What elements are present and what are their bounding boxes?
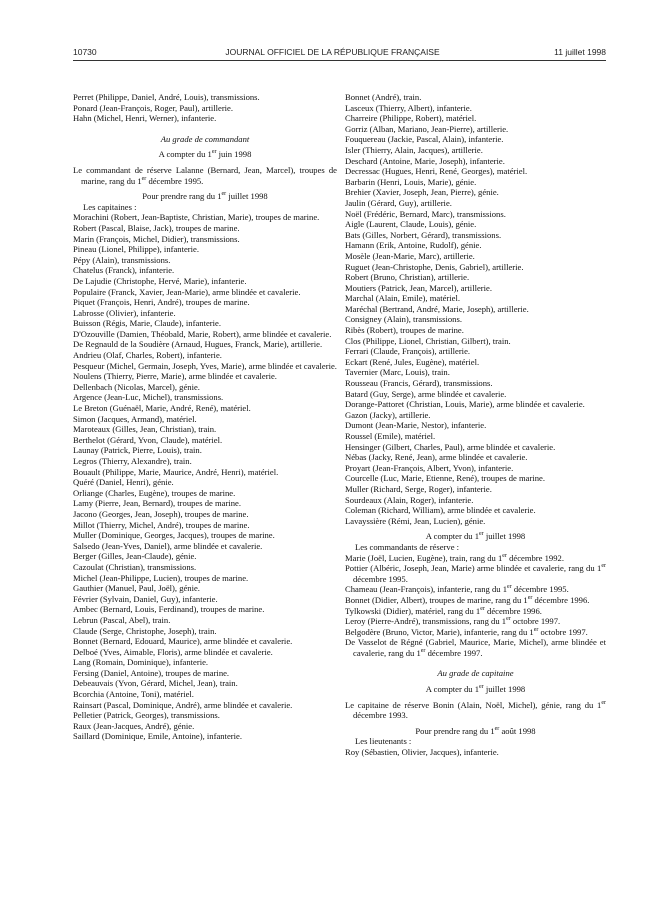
captains-list [73, 212, 337, 742]
list-entry: Le Breton (Guénaël, Marie, André, René), matériel. [73, 403, 251, 414]
list-entry: Argence (Jean-Luc, Michel), transmissions. [73, 392, 224, 403]
date-line: A compter du 1er juin 1998 [158, 149, 252, 160]
list-label: Les capitaines : [83, 201, 137, 212]
list-entry: Quéré (Daniel, Henri), génie. [73, 477, 174, 488]
list-entry: Brehier (Xavier, Joseph, Jean, Pierre), génie. [345, 187, 499, 198]
date-line: A compter du 1er juillet 1998 [425, 684, 526, 695]
issue-date: 11 juillet 1998 [554, 47, 606, 57]
list-entry: Ferrari (Claude, François), artillerie. [345, 346, 471, 357]
list-entry: Roy (Sébastien, Olivier, Jacques), infanterie. [345, 747, 499, 758]
section-heading-commandant: Au grade de commandant [160, 133, 250, 144]
list-entry: Aigle (Laurent, Claude, Louis), génie. [345, 219, 477, 230]
list-entry: Courcelle (Luc, Marie, Etienne, René), troupes de marine. [345, 473, 545, 484]
list-entry: Morachini (Robert, Jean-Baptiste, Christian, Marie), troupes de marine. [73, 212, 320, 223]
list-entry: Bonnet (André), train. [345, 92, 422, 102]
list-entry: Tylkowski (Didier), matériel, rang du 1er décembre 1996. [345, 605, 542, 616]
list-entry: Fouquereau (Jackie, Pascal, Alain), infanterie. [345, 134, 504, 145]
list-entry: Jaulin (Gérard, Guy), artillerie. [345, 197, 452, 208]
list-entry: Michel (Jean-Philippe, Lucien), troupes de marine. [73, 572, 249, 583]
list-entry: Roussel (Emile), matériel. [345, 431, 436, 441]
date-line: Pour prendre rang du 1er août 1998 [415, 725, 536, 736]
list-entry: Delboé (Yves, Aimable, Floris), arme blindée et cavalerie. [73, 646, 273, 657]
list-entry: Ruguet (Jean-Christophe, Denis, Gabriel), artillerie. [345, 261, 524, 272]
list-entry: Nébas (Jacky, René, Jean), arme blindée et cavalerie. [345, 452, 528, 463]
list-entry: Hahn (Michel, Henri, Werner), infanterie. [73, 113, 217, 124]
reserve-entry: Le commandant de réserve Lalanne (Bernard, Jean, Marcel), troupes de marine, rang du 1er décembre 1995. [73, 164, 337, 186]
list-entry: Rainsart (Pascal, Dominique, André), arme blindée et cavalerie. [73, 699, 293, 710]
list-entry: Ribès (Robert), troupes de marine. [345, 325, 464, 336]
lieutenants-list [345, 747, 606, 758]
list-entry: Mosèle (Jean-Marie, Marc), artillerie. [345, 250, 475, 261]
list-entry: Pépy (Alain), transmissions. [73, 254, 171, 265]
list-entry: Labrosse (Olivier), infanterie. [73, 307, 176, 318]
list-entry: Bouault (Philippe, Marie, Maurice, André, Henri), matériel. [73, 466, 279, 477]
list-entry: Jacono (Georges, Jean, Joseph), troupes de marine. [73, 508, 249, 519]
list-entry: Hensinger (Gilbert, Charles, Paul), arme blindée et cavalerie. [345, 441, 556, 452]
list-entry: Legros (Thierry, Alexandre), train. [73, 456, 192, 466]
date-line: Pour prendre rang du 1er juillet 1998 [142, 191, 268, 202]
list-entry: Lamy (Pierre, Jean, Bernard), troupes de marine. [73, 498, 241, 509]
list-entry: Chameau (Jean-François), infanterie, rang du 1er décembre 1995. [345, 584, 569, 595]
list-label: Les lieutenants : [355, 736, 412, 747]
list-entry: Andrieu (Olaf, Charles, Robert), infanterie. [73, 350, 222, 361]
list-entry: Rousseau (Francis, Gérard), transmissions. [345, 378, 493, 389]
list-entry: Buisson (Régis, Marie, Claude), infanterie. [73, 318, 221, 329]
list-entry: Perret (Philippe, Daniel, André, Louis), transmissions. [73, 92, 260, 102]
list-entry: Millot (Thierry, Michel, André), troupes de marine. [73, 519, 250, 530]
list-entry: Proyart (Jean-François, Albert, Yvon), infanterie. [345, 462, 514, 473]
list-entry: Tavernier (Marc, Louis), train. [345, 367, 450, 378]
page-number: 10730 [73, 47, 97, 57]
list-entry: Marin (François, Michel, Didier), transmissions. [73, 233, 240, 244]
left-top-list [73, 92, 337, 124]
list-entry: Lang (Romain, Dominique), infanterie. [73, 657, 209, 668]
list-entry: Hamann (Erik, Antoine, Rudolf), génie. [345, 240, 482, 251]
list-entry: Pelletier (Patrick, Georges), transmissions. [73, 710, 220, 721]
list-entry: Isler (Thierry, Alain, Jacques), artillerie. [345, 144, 483, 155]
list-entry: Barbarin (Henri, Louis, Marie), génie. [345, 176, 477, 187]
list-entry: Ponard (Jean-François, Roger, Paul), artillerie. [73, 102, 234, 113]
list-entry: Salsedo (Jean-Yves, Daniel), arme blindée et cavalerie. [73, 540, 263, 551]
list-entry: Lavayssière (Rémi, Jean, Lucien), génie. [345, 515, 486, 526]
list-entry: Pineau (Lionel, Philippe), infanterie. [73, 244, 200, 255]
list-entry: Orliange (Charles, Eugène), troupes de marine. [73, 487, 236, 498]
list-label: Les commandants de réserve : [355, 541, 460, 552]
list-entry: Claude (Serge, Christophe, Joseph), train. [73, 625, 217, 636]
list-entry: Dorange-Pattoret (Christian, Louis, Marie), arme blindée et cavalerie. [345, 399, 585, 410]
list-entry: Gazon (Jacky), artillerie. [345, 409, 431, 420]
list-entry: Ambec (Bernard, Louis, Ferdinand), troupes de marine. [73, 604, 265, 615]
list-entry: Piquet (François, Henri, André), troupes de marine. [73, 297, 250, 308]
list-entry: Bonnet (Bernard, Edouard, Maurice), arme blindée et cavalerie. [73, 636, 293, 647]
list-entry: Lasceux (Thierry, Albert), infanterie. [345, 102, 472, 113]
list-entry: Gauthier (Manuel, Paul, Joël), génie. [73, 583, 200, 594]
date-line: A compter du 1er juillet 1998 [425, 531, 526, 542]
list-entry: Berger (Gilles, Jean-Claude), génie. [73, 551, 197, 562]
list-entry: Populaire (Franck, Xavier, Jean-Marie), arme blindée et cavalerie. [73, 286, 301, 297]
list-entry: Clos (Philippe, Lionel, Christian, Gilbert), train. [345, 335, 511, 346]
list-entry: Belgodère (Bruno, Victor, Marie), infanterie, rang du 1er octobre 1997. [345, 626, 588, 637]
list-entry: Coleman (Richard, William), arme blindée et cavalerie. [345, 505, 536, 516]
list-entry: Marie (Joël, Lucien, Eugène), train, rang du 1er décembre 1992. [345, 552, 564, 563]
list-entry: Pesqueur (Michel, Germain, Joseph, Yves, Marie), arme blindée et cavalerie. [73, 360, 337, 371]
list-entry: De Vasselot de Régné (Gabriel, Maurice, Marie, Michel), arme blindée et cavalerie, rang du 1er décembre 1997. [345, 637, 606, 658]
list-entry: Deschard (Antoine, Marie, Joseph), infanterie. [345, 155, 505, 166]
list-entry: Robert (Bruno, Christian), artillerie. [345, 272, 470, 283]
list-entry: Dumont (Jean-Marie, Nestor), infanterie. [345, 420, 487, 431]
list-entry: Charreire (Philippe, Robert), matériel. [345, 113, 477, 124]
list-entry: Berthelot (Gérard, Yvon, Claude), matériel. [73, 434, 223, 445]
capitaine-entry: Le capitaine de réserve Bonin (Alain, Noël, Michel), génie, rang du 1er décembre 1993. [345, 699, 606, 721]
list-entry: Sourdeaux (Alain, Roger), infanterie. [345, 494, 474, 505]
list-entry: Marchal (Alain, Emile), matériel. [345, 293, 461, 304]
list-entry: Fersing (Daniel, Antoine), troupes de marine. [73, 667, 230, 678]
list-entry: Moutiers (Patrick, Jean, Marcel), artillerie. [345, 282, 492, 293]
journal-title: JOURNAL OFFICIEL DE LA RÉPUBLIQUE FRANÇAISE [225, 47, 440, 57]
list-entry: Raux (Jean-Jacques, André), génie. [73, 720, 195, 731]
list-entry: De Lajudie (Christophe, Hervé, Marie), infanterie. [73, 275, 247, 286]
list-entry: Muller (Richard, Serge, Roger), infanterie. [345, 483, 492, 494]
list-entry: Noulens (Thierry, Pierre, Marie), arme blindée et cavalerie. [73, 371, 277, 382]
list-entry: Muller (Dominique, Georges, Jacques), troupes de marine. [73, 530, 275, 541]
list-entry: Decressac (Hugues, Henri, René, Georges), matériel. [345, 166, 528, 177]
list-entry: Bcorchia (Antoine, Toni), matériel. [73, 689, 194, 700]
list-entry: Gorriz (Alban, Mariano, Jean-Pierre), artillerie. [345, 123, 509, 134]
list-entry: Noël (Frédéric, Bernard, Marc), transmissions. [345, 208, 506, 219]
left-column [73, 92, 337, 742]
list-entry: Robert (Pascal, Blaise, Jack), troupes de marine. [73, 222, 240, 233]
list-entry: D'Ozouville (Damien, Théobald, Marie, Robert), arme blindée et cavalerie. [73, 328, 332, 339]
list-entry: Pottier (Albéric, Joseph, Jean, Marie) arme blindée et cavalerie, rang du 1er décembre 1995. [345, 563, 606, 584]
list-entry: Lebrun (Pascal, Abel), train. [73, 614, 171, 625]
list-entry: Février (Sylvain, Daniel, Guy), infanterie. [73, 593, 218, 604]
list-entry: Simon (Jacques, Armand), matériel. [73, 413, 197, 424]
list-entry: Maroteaux (Gilles, Jean, Christian), train. [73, 424, 217, 435]
list-entry: Chatelus (Franck), infanterie. [73, 265, 175, 276]
list-entry: Cazoulat (Christian), transmissions. [73, 561, 197, 572]
list-entry: De Regnauld de la Soudière (Arnaud, Hugues, Franck, Marie), artillerie. [73, 339, 323, 350]
list-entry: Saillard (Dominique, Emile, Antoine), infanterie. [73, 731, 242, 742]
reserve-commandants-list [345, 553, 606, 659]
right-top-list [345, 92, 606, 526]
right-column [345, 92, 606, 758]
header-rule [73, 60, 606, 61]
list-entry: Launay (Patrick, Pierre, Louis), train. [73, 445, 202, 456]
list-entry: Consigney (Alain), transmissions. [345, 314, 462, 325]
list-entry: Dellenbach (Nicolas, Marcel), génie. [73, 381, 200, 392]
list-entry: Leroy (Pierre-André), transmissions, rang du 1er octobre 1997. [345, 616, 561, 627]
list-entry: Bats (Gilles, Norbert, Gérard), transmissions. [345, 229, 502, 240]
list-entry: Batard (Guy, Serge), arme blindée et cavalerie. [345, 388, 507, 399]
list-entry: Maréchal (Bertrand, André, Marie, Joseph), artillerie. [345, 303, 529, 314]
list-entry: Bonnet (Didier, Albert), troupes de marine, rang du 1er décembre 1996. [345, 594, 590, 605]
section-heading-capitaine: Au grade de capitaine [437, 668, 514, 679]
list-entry: Debeauvais (Yvon, Gérard, Michel, Jean), train. [73, 678, 238, 689]
list-entry: Eckart (René, Jules, Eugène), matériel. [345, 356, 480, 367]
